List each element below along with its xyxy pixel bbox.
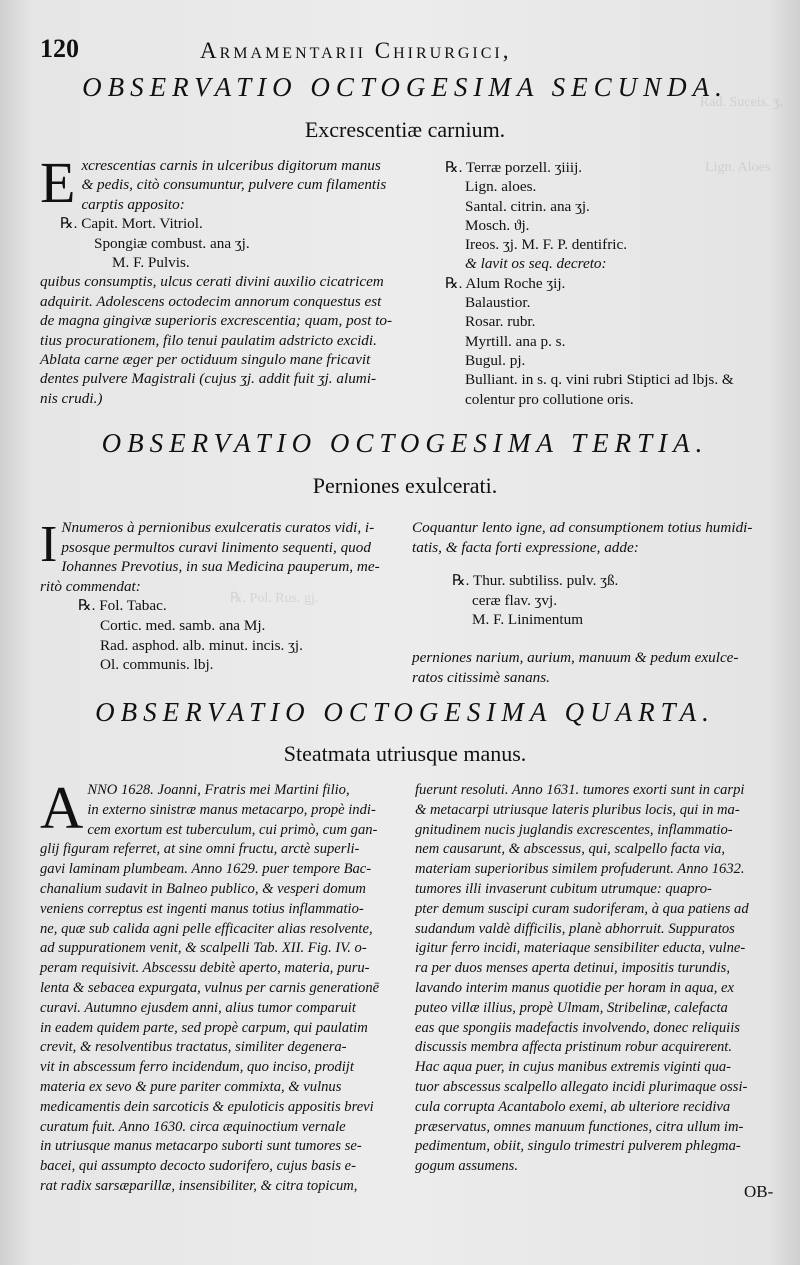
- text-line: puteo villæ illius, propè Ulmam, Stribelinæ, calefacta: [415, 999, 728, 1016]
- recipe-line: Santal. citrin. ana ʒj.: [465, 197, 590, 215]
- text-line: ritò commendat:: [40, 577, 141, 595]
- obs84-left-column: [40, 775, 405, 1197]
- text-line: in externo sinistræ manus metacarpo, propè indi-: [87, 801, 376, 818]
- recipe-line: Ol. communis. lbj.: [100, 656, 214, 674]
- obs83-heading: OBSERVATIO OCTOGESIMA TERTIA.: [101, 428, 709, 458]
- text-line: ratos citissimè sanans.: [412, 668, 550, 686]
- text-line: curatum fuit. Anno 1630. circa æquinoctium vernale: [40, 1118, 346, 1135]
- text-line: gogum assumens.: [415, 1158, 518, 1175]
- text-line: Coquantur lento igne, ad consumptionem totius humidi-: [412, 519, 753, 536]
- text-line: medicamentis dein sarcoticis & epuloticis appositis brevi: [40, 1098, 374, 1115]
- recipe-line: & lavit os seq. decreto:: [465, 255, 607, 273]
- obs84-subtitle: Steatmata utriusque manus.: [283, 741, 527, 766]
- text-line: adquirit. Adolescens octodecim annorum conquestus est: [40, 292, 382, 310]
- obs82-right-column: [445, 158, 770, 409]
- page-number: 120: [40, 34, 79, 63]
- obs83-left-column: [40, 518, 405, 675]
- bleed-through-text: Rad. Suceis. ʒ.: [700, 95, 783, 110]
- recipe-line: ℞. Alum Roche ʒij.: [445, 274, 566, 292]
- text-line: præservatus, omnes manuum functiones, citra ullum im-: [415, 1118, 744, 1135]
- recipe-line: Cortic. med. samb. ana Mj.: [100, 616, 266, 634]
- text-line: Hac aqua puer, in cujus manibus extremis viginti qua-: [415, 1059, 732, 1076]
- text-line: nis crudi.): [40, 389, 103, 407]
- bleed-through-text: ℞. Pol. Rus. gj.: [230, 591, 319, 606]
- text-line: tuor abscessus scalpello allegato incidi plurimaque ossi-: [415, 1078, 748, 1095]
- recipe-line: ceræ flav. ʒvj.: [472, 591, 558, 609]
- text-line: Ablata carne æger per octiduum singulo mane fricavit: [40, 351, 371, 369]
- text-line: peram requisivit. Abscessu debitè aperto, materia, puru-: [40, 960, 370, 977]
- text-line: gavi laminam plumbeam. Anno 1629. puer tempore Bac-: [40, 861, 372, 878]
- running-head: [40, 34, 760, 64]
- recipe-line: Ireos. ʒj. M. F. P. dentifric.: [465, 236, 628, 254]
- text-line: Iohannes Prevotius, in sua Medicina pauperum, me-: [61, 558, 380, 576]
- text-line: ad suppurationem venit, & scalpelli Tab. XII. Fig. IV. o-: [40, 940, 367, 957]
- obs83-right-column: [412, 518, 772, 687]
- text-line: quibus consumptis, ulcus cerati divini auxilio cicatricem: [40, 273, 384, 291]
- recipe-line: colentur pro collutione oris.: [465, 390, 634, 408]
- text-line: tumores illi invaserunt cubitum utrumque: quapro-: [415, 880, 712, 897]
- recipe-line: Mosch. ϑj.: [465, 216, 530, 234]
- text-line: fuerunt resoluti. Anno 1631. tumores exorti sunt in carpi: [415, 782, 745, 798]
- text-line: veniens correptus est ingenti manus totius inflammatio-: [40, 900, 364, 917]
- text-line: & metacarpi utriusque lateris pluribus locis, qui in ma-: [415, 801, 740, 818]
- text-line: bacei, qui assumpto decocto sudorifero, cujus basis e-: [40, 1158, 357, 1175]
- text-line: ne, quæ sub calida agni pelle efficaciter alias resolvente,: [40, 920, 373, 937]
- text-line: materiam superioribus similem profuderunt. Anno 1632.: [415, 861, 745, 878]
- text-line: in eadem quidem parte, sed propè carpum, qui paulatim: [40, 1019, 368, 1036]
- text-line: cula corrupta Acantabolo exemi, ab ulteriore recidiva: [415, 1098, 731, 1115]
- text-line: pedimentum, obiit, singulo trimestri pulverem phlegma-: [415, 1138, 741, 1155]
- drop-cap: I: [40, 516, 58, 573]
- text-line: vit in abscessum ferro incidendum, quo inciso, prodijt: [40, 1059, 354, 1076]
- text-line: materia ex sevo & pure pariter commixta, & vulnus: [40, 1078, 342, 1095]
- recipe-line: Rad. asphod. alb. minut. incis. ʒj.: [100, 636, 303, 654]
- bleed-through-text: Lign. Aloes: [705, 160, 771, 175]
- text-line: tatis, & facta forti expressione, adde:: [412, 538, 639, 556]
- text-line: & pedis, citò consumuntur, pulvere cum filamentis: [81, 176, 387, 194]
- text-line: perniones narium, aurium, manuum & pedum exulce-: [412, 648, 739, 666]
- text-line: dentes pulvere Magistrali (cujus ʒj. addit fuit ʒj. alumi-: [40, 370, 377, 388]
- text-line: eas que spongiis madefactis involvendo, donec reliquiis: [415, 1019, 740, 1036]
- obs84-heading: OBSERVATIO OCTOGESIMA QUARTA.: [95, 697, 715, 727]
- text-line: pter demum suscipi curam sudoriferam, à qua patiens ad: [415, 900, 749, 917]
- text-line: Nnumeros à pernionibus exulceratis curatos vidi, i-: [61, 519, 375, 536]
- text-line: NNO 1628. Joanni, Fratris mei Martini filio,: [87, 782, 350, 798]
- running-title: Armamentarii Chirurgici,: [200, 38, 512, 63]
- recipe-line: Myrtill. ana p. s.: [465, 332, 566, 350]
- text-line: rat radix sarsæparillæ, insensibiliter, & citra topicum,: [40, 1177, 358, 1194]
- recipe-line: Bugul. pj.: [465, 351, 526, 369]
- text-line: crevit, & resolventibus tractatus, similiter degenera-: [40, 1039, 347, 1056]
- text-line: carptis apposito:: [81, 195, 185, 213]
- text-line: discussis membra affecta pristinum robur acquirerent.: [415, 1039, 732, 1056]
- obs82-left-column: [40, 150, 405, 408]
- recipe-line: Spongiæ combust. ana ʒj.: [94, 234, 250, 252]
- text-line: lenta & sebacea expurgata, vulnus per carnis generationē: [40, 979, 380, 996]
- recipe-line: M. F. Pulvis.: [112, 254, 190, 272]
- text-line: ra per duos menses aperta detinui, impositis turundis,: [415, 960, 730, 977]
- text-line: sudandum valdè difficilis, planè abhorruit. Suppuratos: [415, 920, 735, 937]
- obs84-right-column: [415, 781, 775, 1177]
- text-line: in utriusque manus metacarpo suborti sunt tumores se-: [40, 1138, 362, 1155]
- text-line: lavando interim manus quotidie per horam in aqua, ex: [415, 979, 735, 996]
- recipe-line: ℞. Capit. Mort. Vitriol.: [60, 215, 203, 233]
- obs82-heading: OBSERVATIO OCTOGESIMA SECUNDA.: [82, 72, 728, 102]
- text-line: nem causarunt, & abscessus, qui, scalpello facta via,: [415, 841, 726, 858]
- drop-cap: E: [40, 150, 76, 215]
- recipe-line: ℞. Terræ porzell. ʒiiij.: [445, 159, 583, 176]
- recipe-line: Lign. aloes.: [465, 178, 537, 196]
- recipe-line: ℞. Thur. subtiliss. pulv. ʒß.: [452, 572, 619, 590]
- text-line: de magna gingivæ superioris excrescentia; quam, post to-: [40, 312, 393, 330]
- text-line: psosque permultos curavi linimento sequenti, quod: [61, 538, 371, 556]
- text-line: chanalium sudavit in Balneo publico, & vesperi domum: [40, 880, 366, 897]
- recipe-line: ℞. Fol. Tabac.: [78, 597, 167, 615]
- catchword: OB-: [744, 1182, 774, 1201]
- text-line: cem exortum est tuberculum, cui primò, cum gan-: [87, 821, 378, 838]
- recipe-line: Rosar. rubr.: [465, 313, 536, 331]
- recipe-line: Balaustior.: [465, 294, 531, 312]
- text-line: glij figuram referret, at sine omni fructu, arctè superli-: [40, 841, 360, 858]
- recipe-line: Bulliant. in s. q. vini rubri Stiptici ad lbjs. &: [465, 371, 734, 389]
- obs82-subtitle: Excrescentiæ carnium.: [304, 117, 506, 142]
- recipe-line: M. F. Linimentum: [472, 611, 584, 629]
- text-line: curavi. Autumno ejusdem anni, alius tumor comparuit: [40, 999, 356, 1016]
- obs83-subtitle: Perniones exulcerati.: [312, 473, 498, 498]
- drop-cap: A: [40, 775, 84, 841]
- text-line: xcrescentias carnis in ulceribus digitorum manus: [81, 157, 381, 174]
- text-line: gnitudinem nucis juglandis excrescentes, inflammatio-: [415, 821, 733, 838]
- text-line: tius procurationem, filo tenui paulatim adstricto excidi.: [40, 331, 377, 349]
- text-line: igitur ferro incidi, materiaque sensibiliter educta, vulne-: [415, 940, 746, 957]
